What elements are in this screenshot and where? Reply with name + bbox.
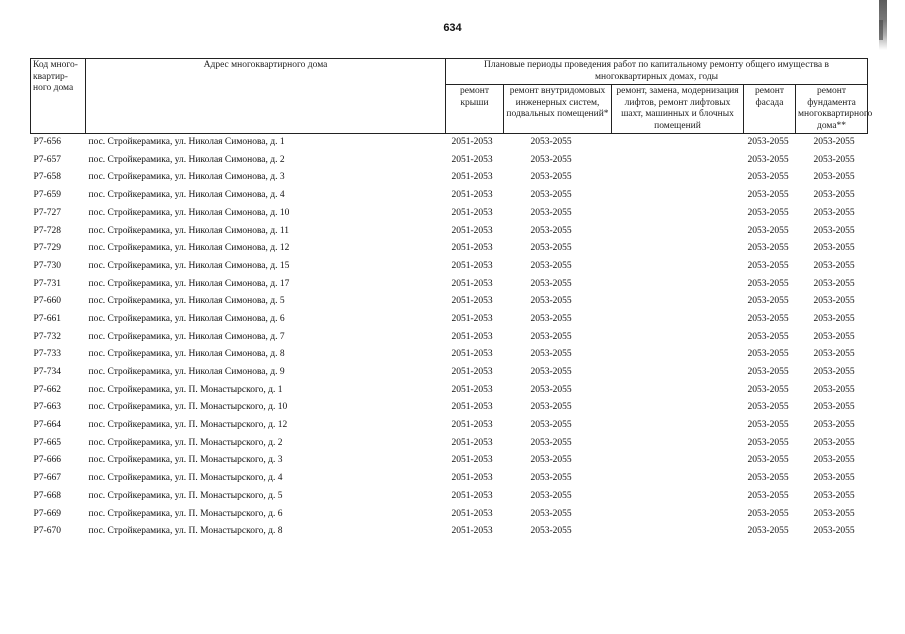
cell-roof: 2051-2053: [451, 508, 493, 519]
cell-address: пос. Стройкерамика, ул. П. Монастырского, д. 4: [88, 473, 283, 484]
header-facade: ремонт фасада: [744, 85, 796, 134]
cell-roof: 2051-2053: [451, 420, 493, 431]
cell-systems: 2053-2055: [530, 207, 572, 218]
header-lifts: ремонт, замена, модернизация лифтов, ремонт лифтовых шахт, машинных и блочных помещений: [612, 85, 744, 134]
cell-roof: 2051-2053: [451, 278, 493, 289]
scan-edge-mark-secondary: [879, 20, 883, 40]
cell-code: Р7-661: [33, 313, 61, 324]
cell-facade: 2053-2055: [747, 349, 789, 360]
table-row: [31, 382, 868, 400]
cell-systems: 2053-2055: [530, 225, 572, 236]
cell-facade: 2053-2055: [747, 296, 789, 307]
cell-roof: 2051-2053: [451, 190, 493, 201]
cell-foundation: 2053-2055: [813, 296, 855, 307]
cell-facade: 2053-2055: [747, 473, 789, 484]
capital-repair-schedule-table: [30, 58, 873, 541]
table-row: [31, 152, 868, 170]
cell-lifts: [612, 470, 744, 488]
cell-roof: 2051-2053: [451, 137, 493, 148]
cell-code: Р7-670: [33, 526, 61, 537]
table-row: [31, 329, 868, 347]
cell-systems: 2053-2055: [530, 260, 572, 271]
cell-foundation: 2053-2055: [813, 490, 855, 501]
table-row: [31, 134, 868, 152]
table-row: [31, 452, 868, 470]
cell-code: Р7-727: [33, 207, 61, 218]
table-row: [31, 222, 868, 240]
cell-facade: 2053-2055: [747, 154, 789, 165]
cell-code: Р7-662: [33, 384, 61, 395]
cell-systems: 2053-2055: [530, 243, 572, 254]
cell-facade: 2053-2055: [747, 243, 789, 254]
cell-address: пос. Стройкерамика, ул. П. Монастырского, д. 6: [88, 508, 283, 519]
header-planned-periods: Плановые периоды проведения работ по капитальному ремонту общего имущества в многоквартирных домах, годы: [446, 59, 868, 85]
cell-address: пос. Стройкерамика, ул. Николая Симонова, д. 17: [88, 278, 290, 289]
cell-systems: 2053-2055: [530, 490, 572, 501]
cell-lifts: [612, 364, 744, 382]
table-row: [31, 523, 868, 541]
cell-code: Р7-732: [33, 331, 61, 342]
table-body: [31, 134, 868, 541]
cell-foundation: 2053-2055: [813, 402, 855, 413]
cell-code: Р7-729: [33, 243, 61, 254]
table-row: [31, 364, 868, 382]
cell-lifts: [612, 205, 744, 223]
cell-lifts: [612, 346, 744, 364]
table-row: [31, 187, 868, 205]
cell-lifts: [612, 293, 744, 311]
cell-roof: 2051-2053: [451, 349, 493, 360]
header-code: Код много-квартир-ного дома: [31, 59, 86, 134]
cell-systems: 2053-2055: [530, 278, 572, 289]
cell-facade: 2053-2055: [747, 384, 789, 395]
cell-lifts: [612, 311, 744, 329]
cell-lifts: [612, 435, 744, 453]
cell-facade: 2053-2055: [747, 437, 789, 448]
page-number: 634: [443, 22, 462, 34]
cell-systems: 2053-2055: [530, 437, 572, 448]
cell-address: пос. Стройкерамика, ул. П. Монастырского, д. 2: [88, 437, 283, 448]
cell-lifts: [612, 399, 744, 417]
cell-facade: 2053-2055: [747, 260, 789, 271]
cell-roof: 2051-2053: [451, 526, 493, 537]
cell-address: пос. Стройкерамика, ул. П. Монастырского, д. 12: [88, 420, 288, 431]
table-row: [31, 470, 868, 488]
cell-facade: 2053-2055: [747, 137, 789, 148]
cell-systems: 2053-2055: [530, 331, 572, 342]
cell-code: Р7-730: [33, 260, 61, 271]
cell-foundation: 2053-2055: [813, 137, 855, 148]
cell-systems: 2053-2055: [530, 402, 572, 413]
cell-code: Р7-669: [33, 508, 61, 519]
cell-lifts: [612, 222, 744, 240]
table-header: [31, 59, 873, 134]
cell-systems: 2053-2055: [530, 473, 572, 484]
cell-roof: 2051-2053: [451, 473, 493, 484]
cell-roof: 2051-2053: [451, 225, 493, 236]
cell-lifts: [612, 169, 744, 187]
cell-foundation: 2053-2055: [813, 207, 855, 218]
cell-code: Р7-667: [33, 473, 61, 484]
table-row: [31, 276, 868, 294]
header-address: Адрес многоквартирного дома: [86, 59, 446, 134]
cell-foundation: 2053-2055: [813, 190, 855, 201]
cell-systems: 2053-2055: [530, 137, 572, 148]
cell-address: пос. Стройкерамика, ул. П. Монастырского, д. 3: [88, 455, 283, 466]
cell-lifts: [612, 134, 744, 152]
cell-foundation: 2053-2055: [813, 420, 855, 431]
cell-roof: 2051-2053: [451, 243, 493, 254]
cell-code: Р7-665: [33, 437, 61, 448]
cell-roof: 2051-2053: [451, 172, 493, 183]
cell-code: Р7-666: [33, 455, 61, 466]
cell-foundation: 2053-2055: [813, 331, 855, 342]
cell-address: пос. Стройкерамика, ул. Николая Симонова, д. 9: [88, 367, 285, 378]
cell-code: Р7-733: [33, 349, 61, 360]
cell-systems: 2053-2055: [530, 296, 572, 307]
cell-lifts: [612, 240, 744, 258]
cell-facade: 2053-2055: [747, 225, 789, 236]
cell-code: Р7-734: [33, 367, 61, 378]
table-row: [31, 293, 868, 311]
cell-facade: 2053-2055: [747, 508, 789, 519]
cell-code: Р7-657: [33, 154, 61, 165]
cell-lifts: [612, 452, 744, 470]
cell-address: пос. Стройкерамика, ул. Николая Симонова, д. 15: [88, 260, 290, 271]
cell-roof: 2051-2053: [451, 402, 493, 413]
cell-lifts: [612, 187, 744, 205]
cell-address: пос. Стройкерамика, ул. Николая Симонова, д. 12: [88, 243, 290, 254]
cell-address: пос. Стройкерамика, ул. Николая Симонова, д. 3: [88, 172, 285, 183]
table-row: [31, 169, 868, 187]
cell-lifts: [612, 276, 744, 294]
cell-address: пос. Стройкерамика, ул. Николая Симонова, д. 5: [88, 296, 285, 307]
cell-lifts: [612, 382, 744, 400]
cell-facade: 2053-2055: [747, 190, 789, 201]
cell-systems: 2053-2055: [530, 313, 572, 324]
cell-foundation: 2053-2055: [813, 508, 855, 519]
cell-foundation: 2053-2055: [813, 172, 855, 183]
cell-foundation: 2053-2055: [813, 349, 855, 360]
cell-roof: 2051-2053: [451, 384, 493, 395]
cell-facade: 2053-2055: [747, 490, 789, 501]
cell-address: пос. Стройкерамика, ул. Николая Симонова, д. 8: [88, 349, 285, 360]
cell-foundation: 2053-2055: [813, 225, 855, 236]
cell-facade: 2053-2055: [747, 313, 789, 324]
cell-facade: 2053-2055: [747, 455, 789, 466]
cell-address: пос. Стройкерамика, ул. Николая Симонова, д. 2: [88, 154, 285, 165]
cell-lifts: [612, 505, 744, 523]
cell-facade: 2053-2055: [747, 278, 789, 289]
cell-roof: 2051-2053: [451, 455, 493, 466]
table-row: [31, 311, 868, 329]
cell-roof: 2051-2053: [451, 154, 493, 165]
cell-lifts: [612, 523, 744, 541]
cell-systems: 2053-2055: [530, 384, 572, 395]
cell-foundation: 2053-2055: [813, 367, 855, 378]
cell-facade: 2053-2055: [747, 420, 789, 431]
header-foundation: ремонт фундамента многоквартирного дома**: [796, 85, 868, 134]
cell-code: Р7-664: [33, 420, 61, 431]
cell-facade: 2053-2055: [747, 331, 789, 342]
cell-systems: 2053-2055: [530, 349, 572, 360]
cell-roof: 2051-2053: [451, 437, 493, 448]
table-row: [31, 488, 868, 506]
cell-foundation: 2053-2055: [813, 437, 855, 448]
cell-foundation: 2053-2055: [813, 384, 855, 395]
cell-roof: 2051-2053: [451, 331, 493, 342]
cell-facade: 2053-2055: [747, 172, 789, 183]
cell-foundation: 2053-2055: [813, 260, 855, 271]
cell-systems: 2053-2055: [530, 154, 572, 165]
cell-systems: 2053-2055: [530, 455, 572, 466]
cell-address: пос. Стройкерамика, ул. Николая Симонова, д. 10: [88, 207, 290, 218]
cell-roof: 2051-2053: [451, 490, 493, 501]
cell-foundation: 2053-2055: [813, 278, 855, 289]
cell-systems: 2053-2055: [530, 508, 572, 519]
cell-systems: 2053-2055: [530, 367, 572, 378]
cell-code: Р7-728: [33, 225, 61, 236]
cell-lifts: [612, 329, 744, 347]
cell-code: Р7-656: [33, 137, 61, 148]
cell-roof: 2051-2053: [451, 296, 493, 307]
cell-address: пос. Стройкерамика, ул. Николая Симонова, д. 1: [88, 137, 285, 148]
cell-address: пос. Стройкерамика, ул. Николая Симонова, д. 11: [88, 225, 289, 236]
table-row: [31, 417, 868, 435]
cell-code: Р7-668: [33, 490, 61, 501]
cell-systems: 2053-2055: [530, 190, 572, 201]
cell-facade: 2053-2055: [747, 367, 789, 378]
cell-lifts: [612, 152, 744, 170]
header-roof: ремонт крыши: [446, 85, 504, 134]
table-row: [31, 399, 868, 417]
table-row: [31, 346, 868, 364]
cell-roof: 2051-2053: [451, 207, 493, 218]
cell-facade: 2053-2055: [747, 207, 789, 218]
cell-address: пос. Стройкерамика, ул. Николая Симонова, д. 6: [88, 313, 285, 324]
cell-roof: 2051-2053: [451, 260, 493, 271]
cell-foundation: 2053-2055: [813, 455, 855, 466]
cell-roof: 2051-2053: [451, 367, 493, 378]
cell-foundation: 2053-2055: [813, 473, 855, 484]
cell-lifts: [612, 417, 744, 435]
header-systems: ремонт внутридомовых инженерных систем, подвальных помещений*: [504, 85, 612, 134]
table-row: [31, 240, 868, 258]
table-row: [31, 258, 868, 276]
cell-code: Р7-658: [33, 172, 61, 183]
cell-address: пос. Стройкерамика, ул. П. Монастырского, д. 1: [88, 384, 283, 395]
cell-systems: 2053-2055: [530, 420, 572, 431]
table-row: [31, 505, 868, 523]
cell-foundation: 2053-2055: [813, 526, 855, 537]
cell-address: пос. Стройкерамика, ул. П. Монастырского, д. 5: [88, 490, 283, 501]
cell-code: Р7-731: [33, 278, 61, 289]
cell-code: Р7-660: [33, 296, 61, 307]
cell-roof: 2051-2053: [451, 313, 493, 324]
cell-systems: 2053-2055: [530, 526, 572, 537]
cell-code: Р7-663: [33, 402, 61, 413]
cell-systems: 2053-2055: [530, 172, 572, 183]
cell-foundation: 2053-2055: [813, 243, 855, 254]
cell-facade: 2053-2055: [747, 402, 789, 413]
cell-address: пос. Стройкерамика, ул. Николая Симонова, д. 4: [88, 190, 285, 201]
cell-facade: 2053-2055: [747, 526, 789, 537]
cell-address: пос. Стройкерамика, ул. Николая Симонова, д. 7: [88, 331, 285, 342]
cell-foundation: 2053-2055: [813, 313, 855, 324]
cell-foundation: 2053-2055: [813, 154, 855, 165]
table-row: [31, 205, 868, 223]
cell-lifts: [612, 488, 744, 506]
cell-address: пос. Стройкерамика, ул. П. Монастырского, д. 8: [88, 526, 283, 537]
cell-code: Р7-659: [33, 190, 61, 201]
cell-lifts: [612, 258, 744, 276]
cell-address: пос. Стройкерамика, ул. П. Монастырского, д. 10: [88, 402, 288, 413]
table-row: [31, 435, 868, 453]
